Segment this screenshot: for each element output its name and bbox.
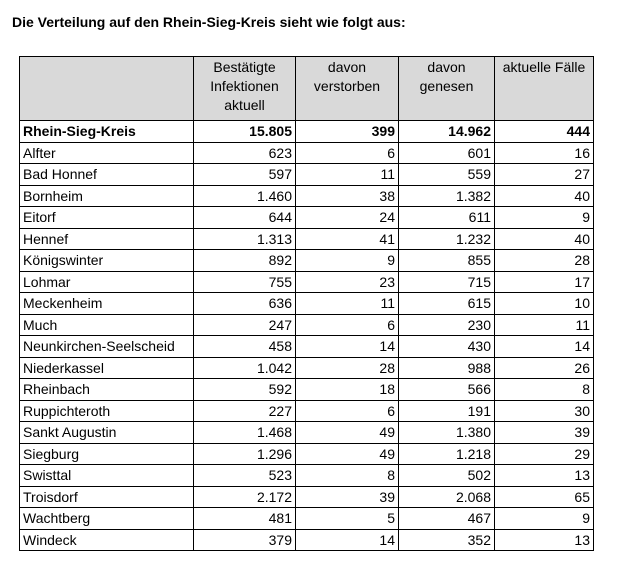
- table-row: [20, 379, 594, 401]
- table-row: [20, 228, 594, 250]
- header-cell-recovered: [399, 57, 495, 121]
- infections-cell: 2.172: [194, 486, 296, 508]
- header-cell-current: [495, 57, 594, 121]
- total-current-cell: 444: [495, 121, 594, 143]
- deceased-cell: 24: [296, 207, 399, 229]
- table-row: [20, 422, 594, 444]
- current-cell: 8: [495, 379, 594, 401]
- recovered-cell: 559: [399, 164, 495, 186]
- current-cell: 26: [495, 357, 594, 379]
- table-row: [20, 207, 594, 229]
- recovered-cell: 1.232: [399, 228, 495, 250]
- table-row: [20, 293, 594, 315]
- table-row: [20, 529, 594, 551]
- recovered-cell: 352: [399, 529, 495, 551]
- total-deceased-cell: 399: [296, 121, 399, 143]
- deceased-cell: 38: [296, 185, 399, 207]
- municipality-cell: Sankt Augustin: [20, 422, 194, 444]
- header-text-line: verstorben: [313, 78, 381, 94]
- municipality-cell: Wachtberg: [20, 508, 194, 530]
- municipality-cell: Ruppichteroth: [20, 400, 194, 422]
- deceased-cell: 49: [296, 422, 399, 444]
- recovered-cell: 1.382: [399, 185, 495, 207]
- infections-cell: 1.042: [194, 357, 296, 379]
- municipality-cell: Windeck: [20, 529, 194, 551]
- recovered-cell: 855: [399, 250, 495, 272]
- header-text-line: davon: [427, 59, 466, 75]
- total-recovered-cell: 14.962: [399, 121, 495, 143]
- deceased-cell: 8: [296, 465, 399, 487]
- municipality-cell: Bornheim: [20, 185, 194, 207]
- header-text-line: Bestätigte: [213, 59, 276, 75]
- recovered-cell: 467: [399, 508, 495, 530]
- deceased-cell: 6: [296, 142, 399, 164]
- table-header: [20, 57, 594, 121]
- current-cell: 16: [495, 142, 594, 164]
- table-row: [20, 508, 594, 530]
- deceased-cell: 11: [296, 164, 399, 186]
- current-cell: 39: [495, 422, 594, 444]
- infections-cell: 1.460: [194, 185, 296, 207]
- header-cell-infections: [194, 57, 296, 121]
- deceased-cell: 9: [296, 250, 399, 272]
- current-cell: 30: [495, 400, 594, 422]
- deceased-cell: 41: [296, 228, 399, 250]
- header-text-line: aktuelle Fälle: [502, 59, 586, 75]
- table-row: [20, 486, 594, 508]
- header-row: [20, 57, 594, 121]
- current-cell: 40: [495, 185, 594, 207]
- table-row: [20, 250, 594, 272]
- deceased-cell: 28: [296, 357, 399, 379]
- deceased-cell: 49: [296, 443, 399, 465]
- recovered-cell: 988: [399, 357, 495, 379]
- recovered-cell: 1.218: [399, 443, 495, 465]
- deceased-cell: 11: [296, 293, 399, 315]
- recovered-cell: 615: [399, 293, 495, 315]
- deceased-cell: 23: [296, 271, 399, 293]
- municipality-cell: Neunkirchen-Seelscheid: [20, 336, 194, 358]
- current-cell: 40: [495, 228, 594, 250]
- infections-cell: 227: [194, 400, 296, 422]
- current-cell: 11: [495, 314, 594, 336]
- municipality-cell: Alfter: [20, 142, 194, 164]
- infections-cell: 523: [194, 465, 296, 487]
- infections-cell: 636: [194, 293, 296, 315]
- header-cell-municipality: [20, 57, 194, 121]
- recovered-cell: 502: [399, 465, 495, 487]
- total-name-cell: Rhein-Sieg-Kreis: [20, 121, 194, 143]
- recovered-cell: 191: [399, 400, 495, 422]
- municipality-cell: Königswinter: [20, 250, 194, 272]
- municipality-cell: Siegburg: [20, 443, 194, 465]
- current-cell: 29: [495, 443, 594, 465]
- infections-cell: 644: [194, 207, 296, 229]
- recovered-cell: 430: [399, 336, 495, 358]
- current-cell: 9: [495, 207, 594, 229]
- current-cell: 13: [495, 529, 594, 551]
- recovered-cell: 230: [399, 314, 495, 336]
- total-row: [20, 121, 594, 143]
- table-row: [20, 164, 594, 186]
- current-cell: 10: [495, 293, 594, 315]
- infection-table: [19, 56, 594, 551]
- municipality-cell: Niederkassel: [20, 357, 194, 379]
- header-text-line: aktuell: [224, 97, 265, 113]
- infections-cell: 623: [194, 142, 296, 164]
- table-row: [20, 400, 594, 422]
- deceased-cell: 39: [296, 486, 399, 508]
- infections-cell: 458: [194, 336, 296, 358]
- total-infections-cell: 15.805: [194, 121, 296, 143]
- infections-cell: 592: [194, 379, 296, 401]
- infections-cell: 247: [194, 314, 296, 336]
- recovered-cell: 611: [399, 207, 495, 229]
- current-cell: 9: [495, 508, 594, 530]
- current-cell: 65: [495, 486, 594, 508]
- table-row: [20, 357, 594, 379]
- infections-cell: 892: [194, 250, 296, 272]
- table-row: [20, 314, 594, 336]
- table-row: [20, 185, 594, 207]
- municipality-cell: Rheinbach: [20, 379, 194, 401]
- infections-cell: 481: [194, 508, 296, 530]
- infections-cell: 755: [194, 271, 296, 293]
- infections-cell: 379: [194, 529, 296, 551]
- municipality-cell: Much: [20, 314, 194, 336]
- infections-cell: 1.313: [194, 228, 296, 250]
- deceased-cell: 14: [296, 336, 399, 358]
- recovered-cell: 715: [399, 271, 495, 293]
- municipality-cell: Meckenheim: [20, 293, 194, 315]
- recovered-cell: 2.068: [399, 486, 495, 508]
- infections-cell: 1.296: [194, 443, 296, 465]
- infections-cell: 1.468: [194, 422, 296, 444]
- recovered-cell: 1.380: [399, 422, 495, 444]
- recovered-cell: 566: [399, 379, 495, 401]
- header-text-line: davon: [327, 59, 367, 75]
- municipality-cell: Eitorf: [20, 207, 194, 229]
- table-row: [20, 465, 594, 487]
- deceased-cell: 6: [296, 400, 399, 422]
- table-row: [20, 443, 594, 465]
- deceased-cell: 14: [296, 529, 399, 551]
- deceased-cell: 6: [296, 314, 399, 336]
- table-row: [20, 271, 594, 293]
- deceased-cell: 18: [296, 379, 399, 401]
- municipality-cell: Swisttal: [20, 465, 194, 487]
- current-cell: 13: [495, 465, 594, 487]
- table-row: [20, 142, 594, 164]
- infections-cell: 597: [194, 164, 296, 186]
- municipality-cell: Hennef: [20, 228, 194, 250]
- municipality-cell: Troisdorf: [20, 486, 194, 508]
- current-cell: 28: [495, 250, 594, 272]
- header-cell-deceased: [296, 57, 399, 121]
- municipality-cell: Bad Honnef: [20, 164, 194, 186]
- header-text-line: genesen: [419, 78, 474, 94]
- table-body: [20, 121, 594, 551]
- table-row: [20, 336, 594, 358]
- recovered-cell: 601: [399, 142, 495, 164]
- current-cell: 14: [495, 336, 594, 358]
- page-heading: Die Verteilung auf den Rhein-Sieg-Kreis sieht wie folgt aus:: [12, 14, 406, 30]
- current-cell: 17: [495, 271, 594, 293]
- header-text-line: Infektionen: [210, 78, 279, 94]
- municipality-cell: Lohmar: [20, 271, 194, 293]
- current-cell: 27: [495, 164, 594, 186]
- deceased-cell: 5: [296, 508, 399, 530]
